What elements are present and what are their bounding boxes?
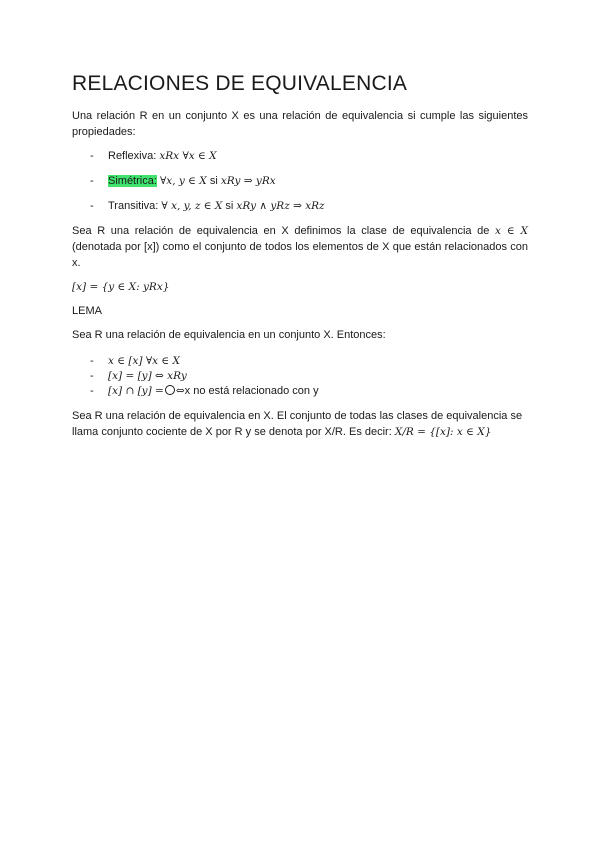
class-formula bbox=[72, 279, 528, 295]
iff-icon: ⇔ bbox=[175, 385, 185, 397]
intro-paragraph: Una relación R en un conjunto X es una relación de equivalencia si cumple las siguientes propiedades: bbox=[72, 110, 528, 138]
lemma-item-1: - x ∈ [x] ∀x ∈ X bbox=[90, 355, 181, 367]
lemma-title: LEMA bbox=[72, 305, 102, 317]
property-symmetric: - Simétrica: ∀x, y ∈ X si xRy ⇒ yRx bbox=[90, 175, 276, 187]
property-formula: ∀ x, y, z ∈ X bbox=[161, 200, 223, 212]
property-connector: si bbox=[209, 175, 218, 187]
quotient-formula: X/R = {[x]: x ∈ X} bbox=[394, 426, 492, 438]
empty-set-circle-icon bbox=[165, 385, 175, 395]
lemma-formula: [x] = [y] ⇔ xRy bbox=[108, 370, 187, 382]
property-formula: ∀x, y ∈ X bbox=[159, 175, 207, 187]
lemma-formula: [x] ∩ [y] = bbox=[108, 385, 164, 397]
property-formula: xRx ∀x ∈ X bbox=[159, 150, 217, 162]
definition-formula: x ∈ X bbox=[495, 225, 528, 237]
lemma-item-3: - [x] ∩ [y] = ⇔x no está relacionado con y bbox=[90, 385, 319, 397]
property-reflexive: - Reflexiva: xRx ∀x ∈ X bbox=[90, 150, 217, 162]
lemma-text: x no está relacionado con y bbox=[184, 385, 319, 397]
quotient-paragraph bbox=[72, 408, 528, 440]
quotient-text: Sea R una relación de equivalencia en X. El conjunto de todas las clases de equivalencia se llama conjunto cociente de X por R y se denota por X/R. Es decir: bbox=[72, 410, 523, 438]
property-label: Transitiva: bbox=[108, 200, 159, 212]
property-formula-2: xRy ∧ yRz ⇒ xRz bbox=[236, 200, 325, 212]
lemma-item-2: - [x] = [y] ⇔ xRy bbox=[90, 370, 187, 382]
definition-paragraph bbox=[72, 223, 528, 271]
property-transitive: - Transitiva: ∀ x, y, z ∈ X si xRy ∧ yRz ⇒ xRz bbox=[90, 200, 325, 212]
class-formula-text: [x] = {y ∈ X: yRx} bbox=[72, 281, 170, 293]
page-title: RELACIONES DE EQUIVALENCIA bbox=[72, 72, 408, 95]
definition-text: Sea R una relación de equivalencia en X definimos la clase de equivalencia de bbox=[72, 225, 490, 237]
definition-text-2: (denotada por [x]) como el conjunto de todos los elementos de X que están relacionados con x. bbox=[72, 241, 528, 269]
highlighted-label: Simétrica: bbox=[108, 175, 157, 187]
lemma-intro: Sea R una relación de equivalencia en un conjunto X. Entonces: bbox=[72, 329, 386, 341]
property-label: Reflexiva: bbox=[108, 150, 157, 162]
property-connector: si bbox=[225, 200, 234, 212]
lemma-formula: x ∈ [x] ∀x ∈ X bbox=[108, 355, 181, 367]
property-formula-2: xRy ⇒ yRx bbox=[220, 175, 276, 187]
